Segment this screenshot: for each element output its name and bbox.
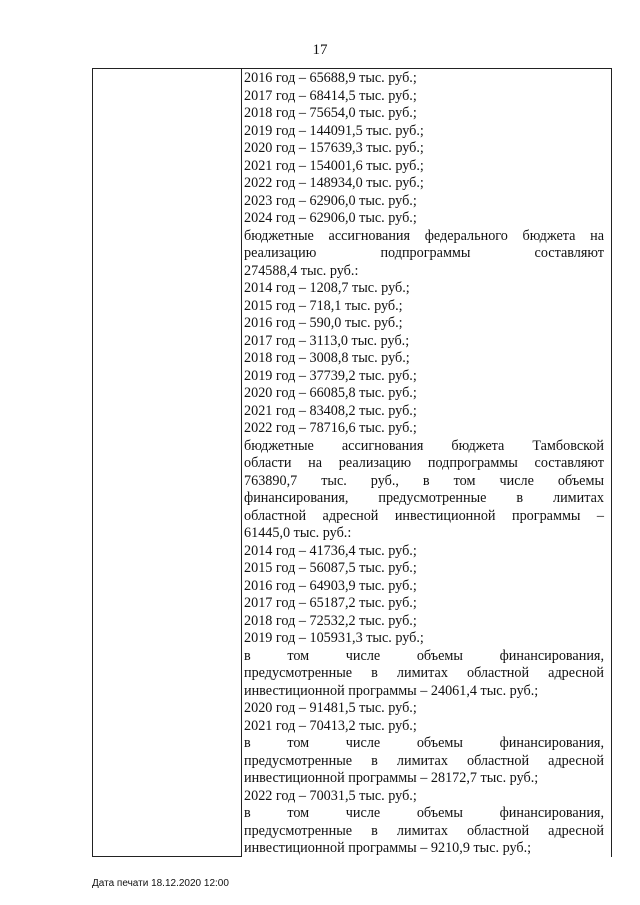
text-line: 763890,7 тыс. руб., в том числе объемы bbox=[244, 472, 604, 489]
text-line: инвестиционной программы – 28172,7 тыс. руб.; bbox=[244, 770, 539, 786]
text-line: финансирования, предусмотренные в лимитах bbox=[244, 490, 604, 506]
text-line: 2017 год – 65187,2 тыс. руб.; bbox=[244, 595, 417, 611]
text-line: 2023 год – 62906,0 тыс. руб.; bbox=[244, 192, 417, 209]
text-line: 2020 год – 91481,5 тыс. руб.; bbox=[244, 700, 417, 716]
text-line: инвестиционной программы – 9210,9 тыс. руб.; bbox=[244, 840, 532, 856]
text-line: 2017 год – 3113,0 тыс. руб.; bbox=[244, 332, 410, 349]
text-line: предусмотренные в лимитах областной адресной bbox=[244, 752, 604, 769]
text-line: 2019 год – 105931,3 тыс. руб.; bbox=[244, 630, 424, 646]
text-line: 2022 год – 148934,0 тыс. руб.; bbox=[244, 175, 424, 191]
text-line: 2014 год – 1208,7 тыс. руб.; bbox=[244, 280, 410, 296]
text-line: 2019 год – 37739,2 тыс. руб.; bbox=[244, 367, 417, 384]
text-line: реализацию подпрограммы составляют bbox=[244, 245, 604, 261]
text-line: 274588,4 тыс. руб.: bbox=[244, 262, 359, 279]
text-line: области на реализацию подпрограммы составляют bbox=[244, 455, 604, 471]
text-line: 2022 год – 78716,6 тыс. руб.; bbox=[244, 420, 417, 436]
text-line: 2018 год – 75654,0 тыс. руб.; bbox=[244, 105, 417, 121]
text-line: 2016 год – 590,0 тыс. руб.; bbox=[244, 315, 403, 331]
text-line: бюджетные ассигнования бюджета Тамбовской bbox=[244, 437, 604, 454]
column-divider bbox=[241, 69, 242, 857]
financing-text-cell bbox=[244, 70, 604, 858]
text-line: 2016 год – 64903,9 тыс. руб.; bbox=[244, 577, 417, 594]
text-line: предусмотренные в лимитах областной адресной bbox=[244, 822, 604, 839]
page-number: 17 bbox=[312, 42, 328, 58]
text-line: 2018 год – 3008,8 тыс. руб.; bbox=[244, 350, 410, 366]
left-cell-bottom-border bbox=[92, 856, 242, 857]
text-line: 2021 год – 154001,6 тыс. руб.; bbox=[244, 157, 424, 174]
text-line: 2020 год – 157639,3 тыс. руб.; bbox=[244, 140, 424, 156]
text-line: 2014 год – 41736,4 тыс. руб.; bbox=[244, 542, 417, 559]
text-line: 2015 год – 56087,5 тыс. руб.; bbox=[244, 560, 417, 576]
text-line: 2020 год – 66085,8 тыс. руб.; bbox=[244, 385, 417, 401]
text-line: 2016 год – 65688,9 тыс. руб.; bbox=[244, 70, 417, 86]
text-line: предусмотренные в лимитах областной адресной bbox=[244, 665, 604, 681]
print-date-footer: Дата печати 18.12.2020 12:00 bbox=[92, 878, 229, 889]
text-line: 2018 год – 72532,2 тыс. руб.; bbox=[244, 612, 417, 629]
text-line: 61445,0 тыс. руб.: bbox=[244, 525, 352, 541]
text-line: 2021 год – 83408,2 тыс. руб.; bbox=[244, 402, 417, 419]
text-line: бюджетные ассигнования федерального бюджета на bbox=[244, 227, 604, 244]
text-line: инвестиционной программы – 24061,4 тыс. руб.; bbox=[244, 682, 539, 699]
text-line: в том числе объемы финансирования, bbox=[244, 647, 604, 664]
text-line: 2015 год – 718,1 тыс. руб.; bbox=[244, 297, 403, 314]
text-line: в том числе объемы финансирования, bbox=[244, 805, 604, 821]
text-line: 2019 год – 144091,5 тыс. руб.; bbox=[244, 122, 424, 139]
text-line: 2024 год – 62906,0 тыс. руб.; bbox=[244, 210, 417, 226]
text-line: 2022 год – 70031,5 тыс. руб.; bbox=[244, 787, 417, 804]
text-line: в том числе объемы финансирования, bbox=[244, 735, 604, 751]
text-line: 2021 год – 70413,2 тыс. руб.; bbox=[244, 717, 417, 734]
text-line: 2017 год – 68414,5 тыс. руб.; bbox=[244, 87, 417, 104]
text-line: областной адресной инвестиционной программы – bbox=[244, 507, 604, 524]
